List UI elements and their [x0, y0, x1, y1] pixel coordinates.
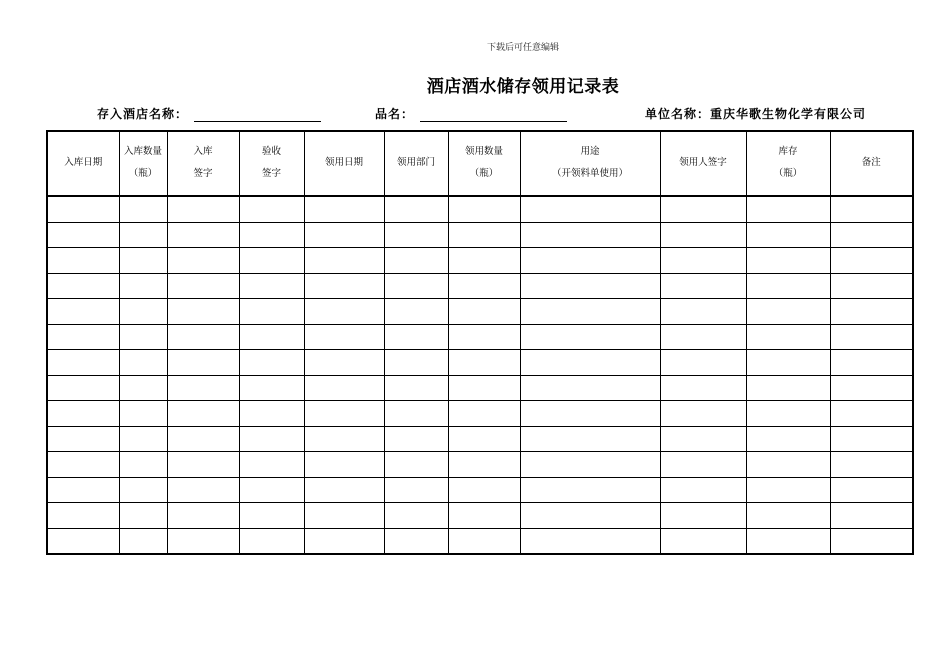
table-cell[interactable] — [830, 222, 913, 248]
table-cell[interactable] — [660, 299, 746, 325]
table-cell[interactable] — [384, 196, 448, 222]
table-cell[interactable] — [304, 222, 384, 248]
table-cell[interactable] — [119, 299, 167, 325]
table-cell[interactable] — [746, 196, 830, 222]
column-header — [448, 131, 520, 196]
table-cell[interactable] — [448, 222, 520, 248]
product-blank[interactable] — [420, 108, 567, 122]
table-cell[interactable] — [47, 299, 119, 325]
column-header-label: 用途 — [580, 146, 600, 158]
table-cell[interactable] — [47, 273, 119, 299]
table-cell[interactable] — [830, 248, 913, 274]
table-row — [47, 452, 913, 478]
column-header — [746, 131, 830, 196]
column-header-label: 领用数量 — [464, 146, 503, 158]
table-cell[interactable] — [239, 196, 304, 222]
table-cell[interactable] — [830, 528, 913, 554]
table-cell[interactable] — [660, 401, 746, 427]
table-cell[interactable] — [448, 324, 520, 350]
table-cell[interactable] — [384, 401, 448, 427]
table-cell[interactable] — [167, 222, 239, 248]
table-cell[interactable] — [239, 248, 304, 274]
table-cell[interactable] — [520, 273, 660, 299]
table-cell[interactable] — [660, 196, 746, 222]
column-header — [660, 131, 746, 196]
table-cell[interactable] — [830, 375, 913, 401]
table-row — [47, 375, 913, 401]
column-header-sublabel: 签字 — [261, 168, 281, 179]
table-cell[interactable] — [304, 401, 384, 427]
table-cell[interactable] — [167, 528, 239, 554]
table-cell[interactable] — [746, 452, 830, 478]
table-row — [47, 299, 913, 325]
table-cell[interactable] — [384, 248, 448, 274]
table-cell[interactable] — [167, 375, 239, 401]
download-note: 下载后可任意编辑 — [486, 43, 559, 53]
table-cell[interactable] — [520, 375, 660, 401]
table-cell[interactable] — [119, 248, 167, 274]
table-cell[interactable] — [384, 375, 448, 401]
table-cell[interactable] — [239, 426, 304, 452]
table-cell[interactable] — [660, 375, 746, 401]
table-cell[interactable] — [167, 350, 239, 376]
table-cell[interactable] — [47, 503, 119, 529]
column-header — [830, 131, 913, 196]
table-cell[interactable] — [119, 222, 167, 248]
table-cell[interactable] — [47, 452, 119, 478]
table-row — [47, 401, 913, 427]
table-cell[interactable] — [304, 350, 384, 376]
column-header-label: 入库日期 — [64, 157, 103, 169]
column-header-sublabel: （瓶） — [469, 168, 499, 179]
table-row — [47, 426, 913, 452]
column-header — [119, 131, 167, 196]
table-cell[interactable] — [384, 273, 448, 299]
table-cell[interactable] — [830, 477, 913, 503]
table-cell[interactable] — [660, 222, 746, 248]
table-cell[interactable] — [660, 452, 746, 478]
table-cell[interactable] — [746, 248, 830, 274]
column-header-label: 入库 — [193, 146, 213, 158]
table-cell[interactable] — [304, 528, 384, 554]
table-cell[interactable] — [239, 222, 304, 248]
table-cell[interactable] — [384, 528, 448, 554]
table-cell[interactable] — [239, 350, 304, 376]
table-cell[interactable] — [746, 222, 830, 248]
table-cell[interactable] — [520, 477, 660, 503]
table-cell[interactable] — [660, 426, 746, 452]
column-header-label: 入库数量 — [123, 146, 162, 158]
table-cell[interactable] — [167, 248, 239, 274]
table-cell[interactable] — [830, 299, 913, 325]
table-cell[interactable] — [119, 350, 167, 376]
table-cell[interactable] — [384, 452, 448, 478]
table-cell[interactable] — [660, 528, 746, 554]
table-cell[interactable] — [304, 196, 384, 222]
unit-name-field — [645, 105, 866, 122]
column-header — [304, 131, 384, 196]
table-cell[interactable] — [47, 401, 119, 427]
table-cell[interactable] — [304, 426, 384, 452]
table-cell[interactable] — [448, 350, 520, 376]
table-cell[interactable] — [448, 299, 520, 325]
table-cell[interactable] — [448, 503, 520, 529]
unit-name-label: 单位名称：重庆华歌生物化学有限公司 — [645, 107, 867, 121]
column-header — [520, 131, 660, 196]
table-cell[interactable] — [746, 350, 830, 376]
table-cell[interactable] — [746, 324, 830, 350]
table-cell[interactable] — [167, 299, 239, 325]
table-cell[interactable] — [239, 273, 304, 299]
hotel-name-field — [97, 105, 321, 122]
column-header-label: 库存 — [778, 146, 798, 158]
table-cell[interactable] — [746, 375, 830, 401]
table-cell[interactable] — [47, 324, 119, 350]
column-header — [47, 131, 119, 196]
table-cell[interactable] — [448, 401, 520, 427]
table-cell[interactable] — [239, 528, 304, 554]
table-cell[interactable] — [47, 426, 119, 452]
table-cell[interactable] — [304, 248, 384, 274]
column-header — [384, 131, 448, 196]
table-cell[interactable] — [119, 196, 167, 222]
table-body — [47, 196, 913, 554]
table-cell[interactable] — [167, 324, 239, 350]
table-cell[interactable] — [448, 248, 520, 274]
column-header-label: 领用人签字 — [679, 157, 727, 169]
table-cell[interactable] — [660, 248, 746, 274]
table-cell[interactable] — [167, 477, 239, 503]
table-cell[interactable] — [304, 299, 384, 325]
table-cell[interactable] — [746, 477, 830, 503]
table-cell[interactable] — [47, 375, 119, 401]
table-cell[interactable] — [304, 375, 384, 401]
table-cell[interactable] — [119, 401, 167, 427]
table-cell[interactable] — [119, 324, 167, 350]
table-cell[interactable] — [520, 299, 660, 325]
table-cell[interactable] — [520, 324, 660, 350]
table-cell[interactable] — [660, 477, 746, 503]
table-row — [47, 196, 913, 222]
table-cell[interactable] — [520, 452, 660, 478]
table-cell[interactable] — [830, 350, 913, 376]
table-cell[interactable] — [448, 528, 520, 554]
table-cell[interactable] — [167, 401, 239, 427]
table-cell[interactable] — [119, 477, 167, 503]
table-cell[interactable] — [47, 350, 119, 376]
record-table — [46, 130, 914, 555]
table-cell[interactable] — [239, 324, 304, 350]
table-cell[interactable] — [239, 477, 304, 503]
table-cell[interactable] — [746, 299, 830, 325]
column-header-label: 领用部门 — [396, 157, 435, 169]
table-cell[interactable] — [660, 273, 746, 299]
table-cell[interactable] — [660, 503, 746, 529]
table-cell[interactable] — [304, 477, 384, 503]
table-cell[interactable] — [119, 528, 167, 554]
table-cell[interactable] — [167, 426, 239, 452]
table-cell[interactable] — [520, 401, 660, 427]
table-cell[interactable] — [660, 324, 746, 350]
table-cell[interactable] — [304, 452, 384, 478]
table-cell[interactable] — [47, 477, 119, 503]
table-cell[interactable] — [520, 528, 660, 554]
column-header-sublabel: （开领料单使用） — [551, 168, 628, 179]
table-header-row — [47, 131, 913, 196]
table-cell[interactable] — [746, 528, 830, 554]
table-cell[interactable] — [167, 452, 239, 478]
product-label: 品名： — [375, 107, 415, 121]
table-cell[interactable] — [830, 452, 913, 478]
table-row — [47, 273, 913, 299]
table-row — [47, 503, 913, 529]
table-cell[interactable] — [448, 375, 520, 401]
table-cell[interactable] — [304, 324, 384, 350]
table-cell[interactable] — [520, 503, 660, 529]
table-cell[interactable] — [520, 350, 660, 376]
table-cell[interactable] — [830, 401, 913, 427]
table-cell[interactable] — [239, 299, 304, 325]
table-cell[interactable] — [304, 273, 384, 299]
table-cell[interactable] — [167, 273, 239, 299]
hotel-name-blank[interactable] — [194, 108, 321, 122]
table-cell[interactable] — [746, 401, 830, 427]
table-row — [47, 222, 913, 248]
table-cell[interactable] — [119, 426, 167, 452]
table-cell[interactable] — [830, 426, 913, 452]
column-header-sublabel: （瓶） — [773, 168, 803, 179]
table-cell[interactable] — [520, 248, 660, 274]
table-row — [47, 350, 913, 376]
table-cell[interactable] — [384, 503, 448, 529]
table-cell[interactable] — [830, 503, 913, 529]
table-cell[interactable] — [448, 273, 520, 299]
table-cell[interactable] — [448, 452, 520, 478]
table-cell[interactable] — [448, 477, 520, 503]
hotel-name-label: 存入酒店名称： — [97, 107, 189, 121]
table-cell[interactable] — [448, 426, 520, 452]
column-header-label: 备注 — [861, 157, 881, 169]
table-row — [47, 528, 913, 554]
table-cell[interactable] — [448, 196, 520, 222]
table-cell[interactable] — [119, 273, 167, 299]
table-cell[interactable] — [239, 375, 304, 401]
table-cell[interactable] — [119, 452, 167, 478]
table-cell[interactable] — [746, 426, 830, 452]
table-cell[interactable] — [304, 503, 384, 529]
table-cell[interactable] — [119, 503, 167, 529]
table-cell[interactable] — [119, 375, 167, 401]
table-cell[interactable] — [384, 299, 448, 325]
column-header-sublabel: （瓶） — [128, 168, 158, 179]
table-cell[interactable] — [746, 273, 830, 299]
table-cell[interactable] — [239, 452, 304, 478]
table-cell[interactable] — [167, 503, 239, 529]
table-cell[interactable] — [746, 503, 830, 529]
table-cell[interactable] — [47, 248, 119, 274]
table-cell[interactable] — [47, 196, 119, 222]
table-cell[interactable] — [167, 196, 239, 222]
table-row — [47, 248, 913, 274]
table-cell[interactable] — [830, 196, 913, 222]
table-cell[interactable] — [830, 324, 913, 350]
table-cell[interactable] — [830, 273, 913, 299]
table-cell[interactable] — [520, 222, 660, 248]
table-cell[interactable] — [239, 503, 304, 529]
table-cell[interactable] — [384, 426, 448, 452]
table-cell[interactable] — [239, 401, 304, 427]
table-cell[interactable] — [660, 350, 746, 376]
table-cell[interactable] — [384, 222, 448, 248]
table-cell[interactable] — [384, 350, 448, 376]
page-title: 酒店酒水储存领用记录表 — [426, 77, 620, 97]
table-cell[interactable] — [384, 477, 448, 503]
table-cell[interactable] — [520, 196, 660, 222]
column-header-label: 领用日期 — [324, 157, 363, 169]
column-header-label: 验收 — [261, 146, 281, 158]
table-cell[interactable] — [47, 222, 119, 248]
column-header-sublabel: 签字 — [193, 168, 213, 179]
table-row — [47, 477, 913, 503]
table-cell[interactable] — [47, 528, 119, 554]
column-header — [239, 131, 304, 196]
table-cell[interactable] — [520, 426, 660, 452]
column-header — [167, 131, 239, 196]
product-field — [375, 105, 567, 122]
table-cell[interactable] — [384, 324, 448, 350]
table-row — [47, 324, 913, 350]
